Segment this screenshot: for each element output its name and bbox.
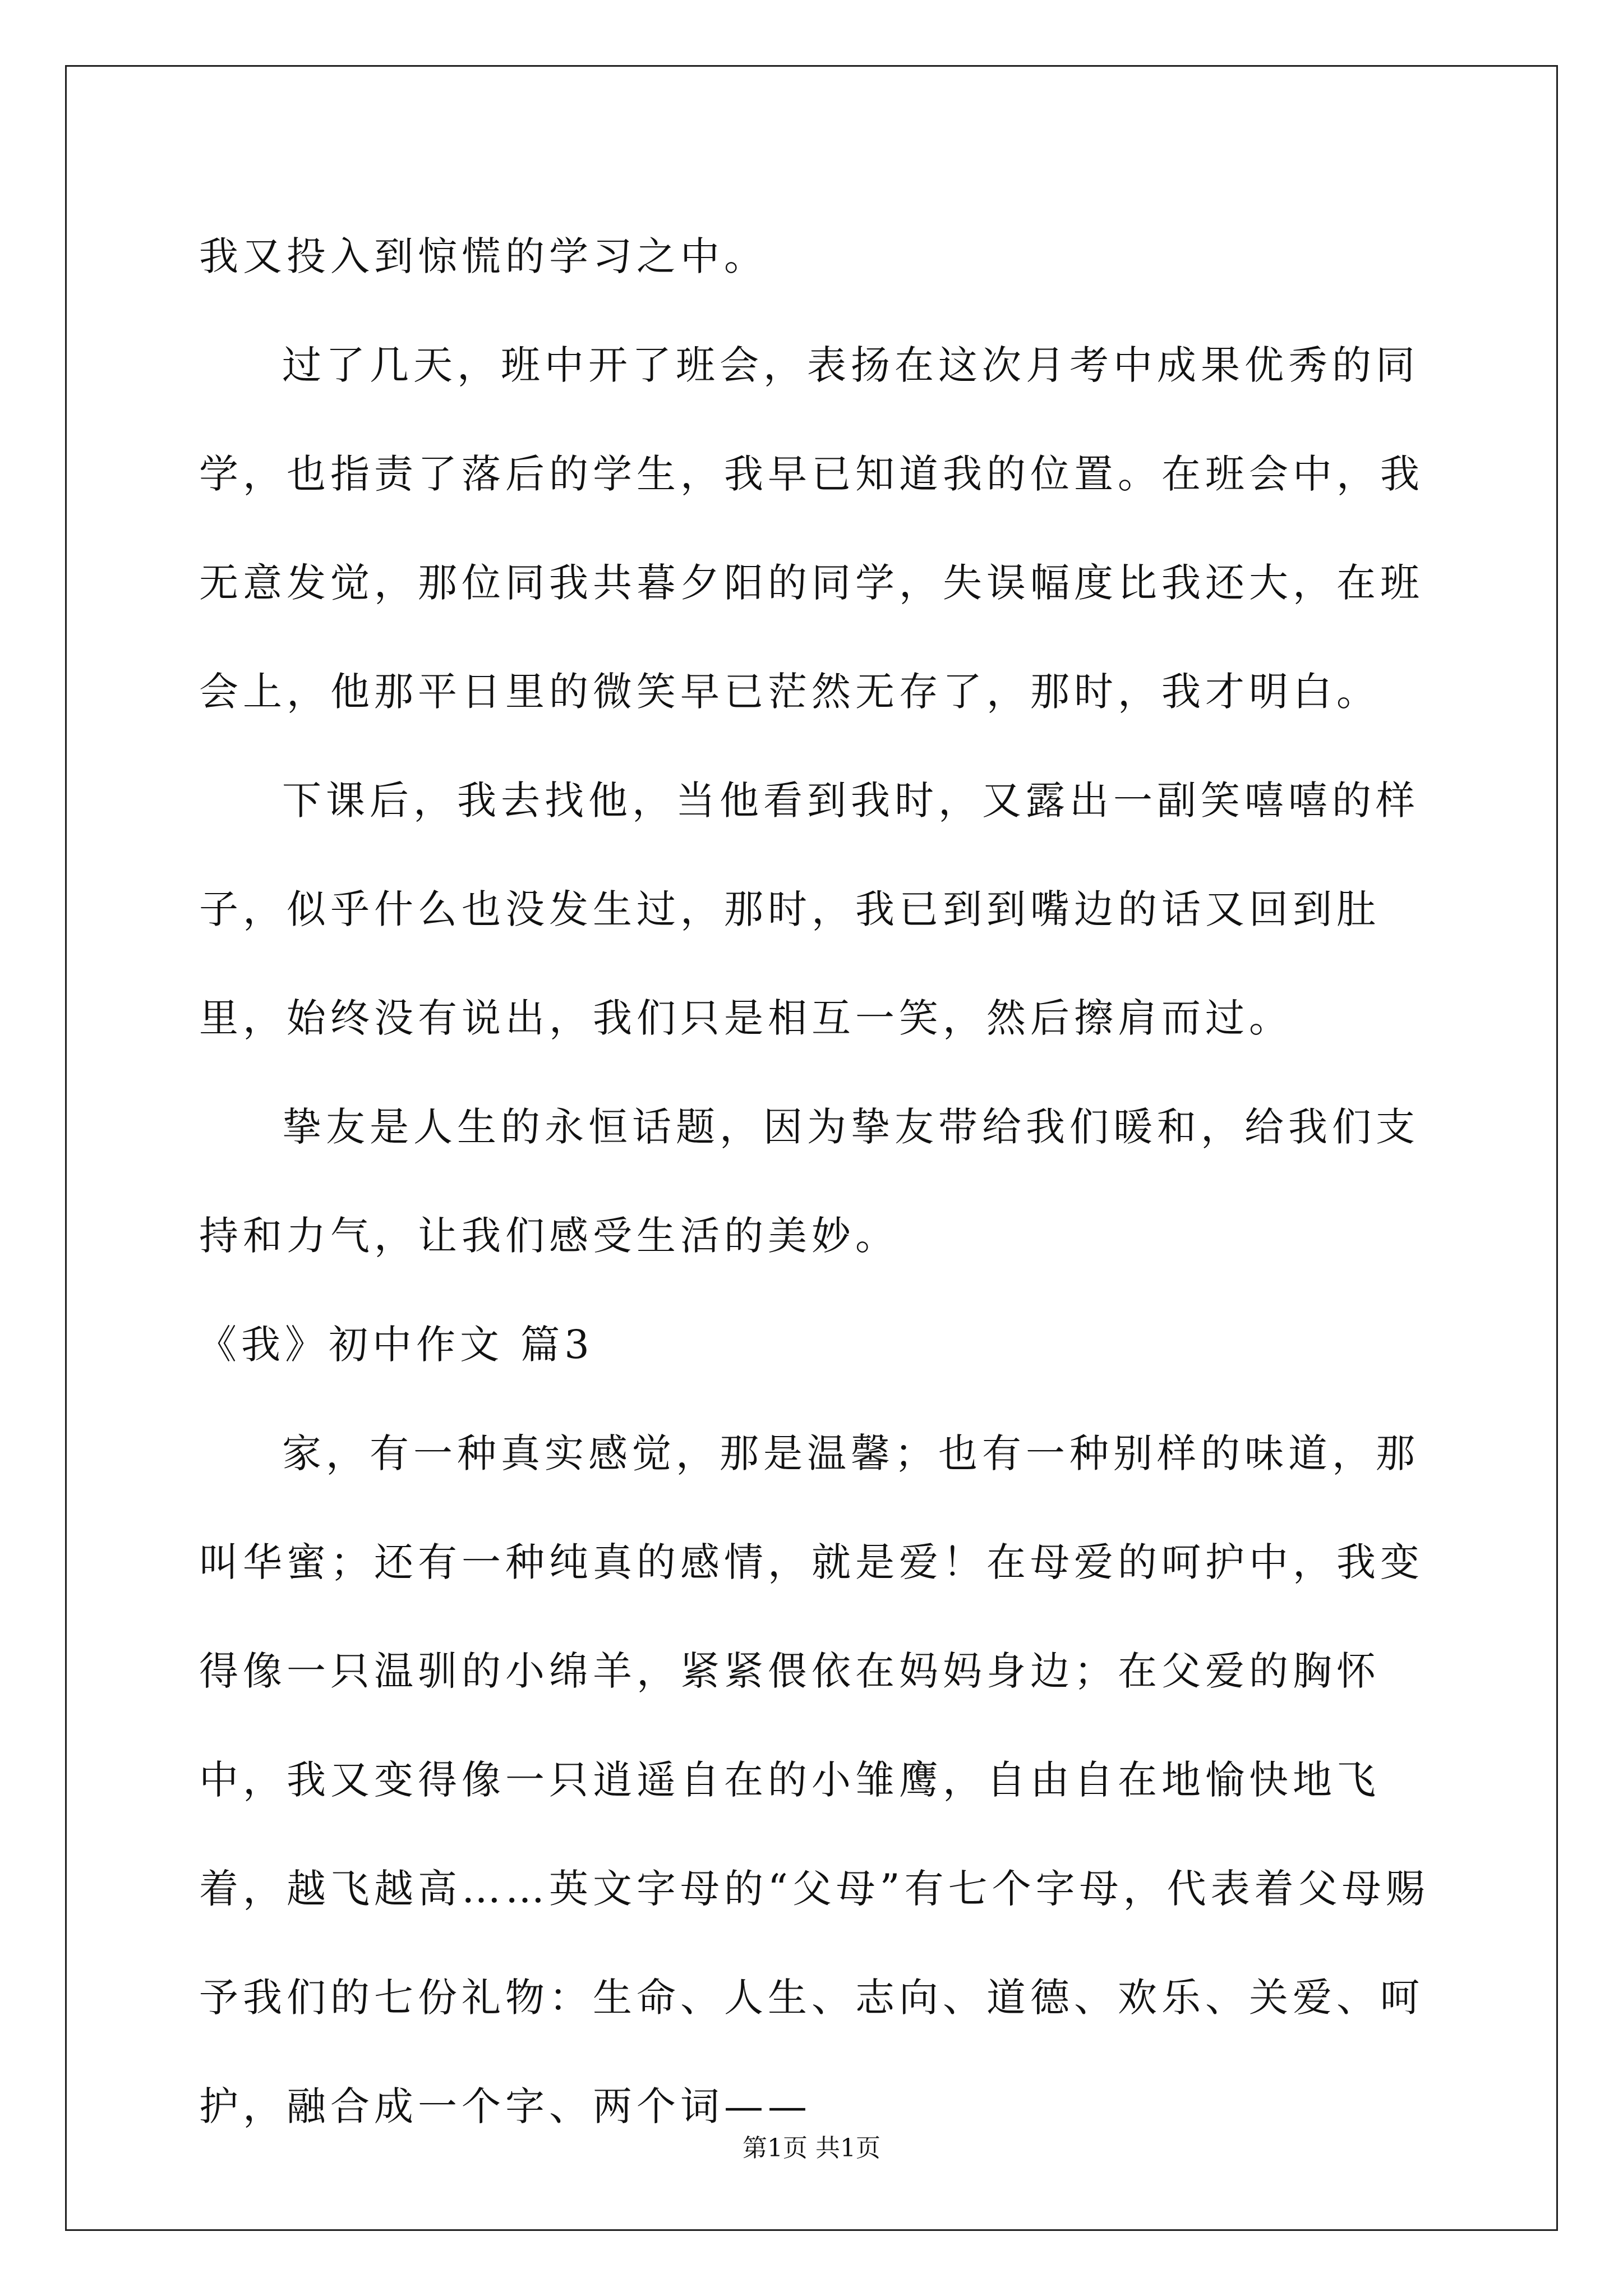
page-footer: 第1页 共1页 <box>743 2134 880 2162</box>
paragraph-4: 挚友是人生的永恒话题，因为挚友带给我们暖和，给我们支持和力气，让我们感受生活的美妙。 <box>199 1104 1419 1259</box>
document-body <box>199 202 1444 2161</box>
section-paragraph-1: 家，有一种真实感觉，那是温馨；也有一种别样的味道，那叫华蜜；还有一种纯真的感情，就是爱！在母爱的呵护中，我变得像一只温驯的小绵羊，紧紧偎依在妈妈身边；在父爱的胸怀中，我又变得像一只逍遥自在的小雏鹰，自由自在地愉快地飞着，越飞越高……英文字母的“父母”有七个字母，代表着父母赐予我们的七份礼物：生命、人生、志向、道德、欢乐、关爱、呵护，融合成一个字、两个词—— <box>199 1430 1430 2129</box>
paragraph-3: 下课后，我去找他，当他看到我时，又露出一副笑嘻嘻的样子，似乎什么也没发生过，那时，我已到到嘴边的话又回到肚里，始终没有说出，我们只是相互一笑，然后擦肩而过。 <box>199 777 1419 1041</box>
section-heading: 《我》初中作文 篇3 <box>197 1322 594 1368</box>
paragraph-2: 过了几天，班中开了班会，表扬在这次月考中成果优秀的同学，也指责了落后的学生，我早已知道我的位置。在班会中，我无意发觉，那位同我共暮夕阳的同学，失误幅度比我还大，在班会上，他那平日里的微笑早已茫然无存了，那时，我才明白。 <box>199 342 1424 715</box>
paragraph-1: 我又投入到惊慌的学习之中。 <box>199 233 768 279</box>
